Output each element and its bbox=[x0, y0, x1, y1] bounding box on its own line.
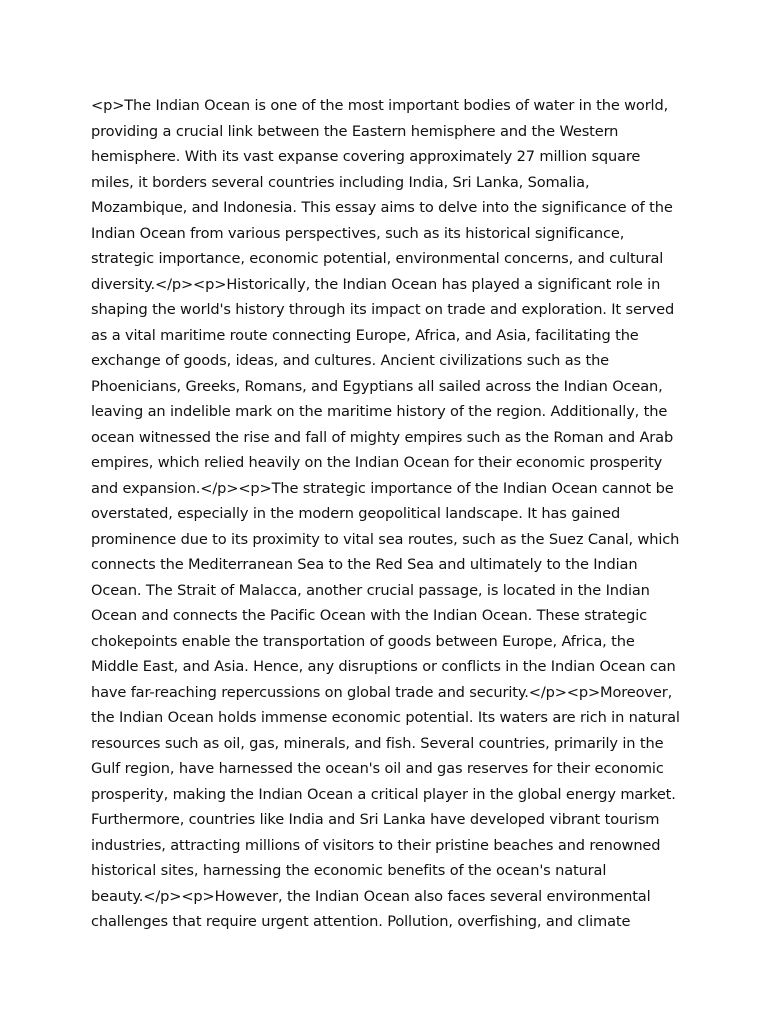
text-line: Furthermore, countries like India and Sri Lanka have developed vibrant tourism bbox=[91, 811, 660, 828]
text-line: Ocean and connects the Pacific Ocean with the Indian Ocean. These strategic bbox=[91, 607, 648, 624]
text-line: shaping the world's history through its impact on trade and exploration. It served bbox=[91, 301, 675, 318]
text-line: prosperity, making the Indian Ocean a critical player in the global energy market. bbox=[91, 785, 676, 803]
text-line: hemisphere. With its vast expanse covering approximately 27 million square bbox=[91, 148, 641, 165]
text-line: Ocean. The Strait of Malacca, another crucial passage, is located in the Indian bbox=[91, 581, 650, 599]
text-line: and expansion.</p><p>The strategic importance of the Indian Ocean cannot be bbox=[91, 479, 674, 497]
text-line: diversity.</p><p>Historically, the Indian Ocean has played a significant role in bbox=[91, 275, 661, 293]
text-line: connects the Mediterranean Sea to the Red Sea and ultimately to the Indian bbox=[91, 556, 638, 573]
text-line: overstated, especially in the modern geopolitical landscape. It has gained bbox=[91, 505, 621, 522]
text-line: as a vital maritime route connecting Europe, Africa, and Asia, facilitating the bbox=[91, 326, 639, 344]
text-line: challenges that require urgent attention. Pollution, overfishing, and climate bbox=[91, 913, 631, 930]
essay-text-block bbox=[91, 93, 681, 935]
text-line: beauty.</p><p>However, the Indian Ocean also faces several environmental bbox=[91, 887, 651, 905]
text-line: empires, which relied heavily on the Indian Ocean for their economic prosperity bbox=[91, 454, 663, 471]
text-line: Mozambique, and Indonesia. This essay aims to delve into the significance of the bbox=[91, 199, 673, 216]
text-line: have far-reaching repercussions on global trade and security.</p><p>Moreover, bbox=[91, 683, 673, 701]
text-line: Middle East, and Asia. Hence, any disruptions or conflicts in the Indian Ocean can bbox=[91, 658, 676, 675]
text-line: ocean witnessed the rise and fall of mighty empires such as the Roman and Arab bbox=[91, 428, 674, 446]
text-line: providing a crucial link between the Eastern hemisphere and the Western bbox=[91, 122, 619, 140]
text-line: leaving an indelible mark on the maritime history of the region. Additionally, the bbox=[91, 403, 668, 420]
text-line: prominence due to its proximity to vital sea routes, such as the Suez Canal, which bbox=[91, 530, 680, 548]
text-line: resources such as oil, gas, minerals, and fish. Several countries, primarily in the bbox=[91, 734, 664, 752]
text-line: Gulf region, have harnessed the ocean's oil and gas reserves for their economic bbox=[91, 760, 664, 777]
text-line: historical sites, harnessing the economic benefits of the ocean's natural bbox=[91, 862, 607, 879]
text-line: the Indian Ocean holds immense economic potential. Its waters are rich in natural bbox=[91, 709, 680, 726]
text-line: industries, attracting millions of visitors to their pristine beaches and renowned bbox=[91, 836, 661, 854]
text-line: miles, it borders several countries including India, Sri Lanka, Somalia, bbox=[91, 173, 590, 191]
text-line: exchange of goods, ideas, and cultures. Ancient civilizations such as the bbox=[91, 352, 610, 369]
text-line: chokepoints enable the transportation of goods between Europe, Africa, the bbox=[91, 632, 635, 650]
text-line: strategic importance, economic potential, environmental concerns, and cultural bbox=[91, 250, 664, 267]
text-line: Phoenicians, Greeks, Romans, and Egyptians all sailed across the Indian Ocean, bbox=[91, 377, 663, 395]
text-line: <p>The Indian Ocean is one of the most important bodies of water in the world, bbox=[91, 97, 669, 114]
text-line: Indian Ocean from various perspectives, such as its historical significance, bbox=[91, 224, 625, 242]
